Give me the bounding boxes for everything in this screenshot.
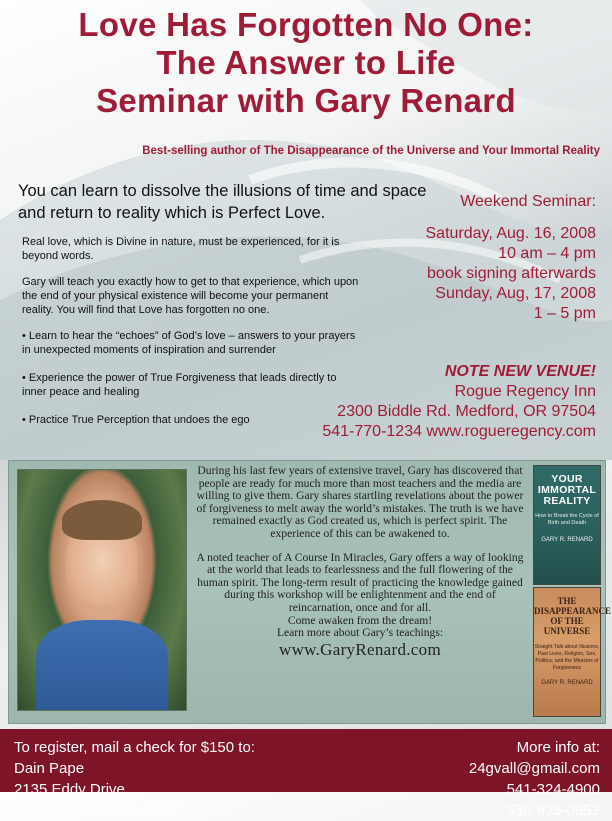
title-line-3: Seminar with Gary Renard	[96, 82, 516, 119]
venue-block	[276, 362, 596, 442]
register-name: Dain Pape	[14, 760, 85, 777]
venue-note: NOTE NEW VENUE!	[444, 363, 596, 380]
website-link[interactable]: www.GaryRenard.com	[279, 639, 441, 659]
author-subtitle: Best-selling author of The Disappearance of the Universe and Your Immortal Reality	[142, 145, 600, 157]
contact-info	[469, 737, 600, 821]
bullet-item: • Experience the power of True Forgiveness that leads directly to inner peace and healing	[22, 372, 337, 398]
flyer-header	[0, 6, 612, 120]
bio-closing: Come awaken from the dream!	[287, 613, 433, 627]
title-line-2: The Answer to Life	[156, 44, 456, 81]
event-schedule	[336, 192, 596, 324]
photo-shirt	[36, 620, 168, 710]
title-line-1: Love Has Forgotten No One:	[78, 6, 534, 43]
book-cover-immortal-reality	[533, 465, 601, 585]
contact-email[interactable]: 24gvall@gmail.com	[468, 760, 600, 777]
bullet-item: • Practice True Perception that undoes the ego	[22, 414, 250, 426]
contact-phone-1: 541-324-4900	[506, 781, 600, 798]
event-signing: book signing afterwards	[427, 265, 596, 282]
venue-name: Rogue Regency Inn	[454, 383, 596, 400]
intro-text: You can learn to dissolve the illusions of time and space and return to reality which is Perfect Love.	[18, 182, 427, 222]
event-day-1: Saturday, Aug. 16, 2008	[425, 225, 596, 242]
book2-subtitle: Straight Talk about Illusions, Past Lives, Religion, Sex, Politics, and the Miracles of Forgiveness	[534, 644, 600, 671]
body-paragraph-2: Gary will teach you exactly how to get to that experience, which upon the end of your physical existence will become your permanent reality. You will find that Love has forgotten no one.	[22, 276, 359, 316]
event-time-2: 1 – 5 pm	[533, 305, 596, 322]
contact-phone-2: 530-925-0952	[506, 802, 600, 819]
event-day-2: Sunday, Aug, 17, 2008	[435, 285, 596, 302]
book-cover-disappearance	[533, 587, 612, 717]
body-paragraph-1: Real love, which is Divine in nature, must be experienced, for it is beyond words.	[22, 236, 340, 262]
bullet-item: • Learn to hear the “echoes” of God’s love – answers to your prayers in unexpected moments of inspiration and surrender	[22, 330, 356, 356]
bio-learn-more: Learn more about Gary’s teachings:	[276, 626, 444, 640]
book1-author: GARY R. RENARD	[541, 537, 593, 543]
registration-info	[14, 737, 255, 821]
bio-panel	[8, 460, 612, 724]
bio-paragraph-2: A noted teacher of A Course In Miracles, Gary offers a way of looking at the world that leads to fearlessness and the full flowering of the human spirit. The long-term result of practicing the knowledge gained during this workshop will be enlightenment and the end of reincarnation, once and for all.	[196, 550, 524, 614]
book1-title: YOUR IMMORTAL REALITY	[537, 473, 597, 507]
event-time-1: 10 am – 4 pm	[498, 245, 596, 262]
venue-contact: 541-770-1234 www.rogueregency.com	[322, 423, 596, 440]
bio-paragraph-1: During his last few years of extensive travel, Gary has discovered that people are ready for much more than most teachers and the media are willing to give them. Gary shares startling revelations about the power of forgiveness to melt away the world’s mistakes. The truth is we have remained exactly as God created us, which is perfect spirit. The experience of this can be awakened to.	[196, 464, 524, 540]
register-city: Mount Shasta, CA 96067	[14, 802, 181, 819]
register-street: 2135 Eddy Drive	[14, 781, 125, 798]
book2-title: THE DISAPPEARANCE OF THE UNIVERSE	[534, 596, 612, 636]
photo-hair	[62, 500, 142, 540]
book2-author: GARY R. RENARD	[541, 680, 593, 686]
info-heading: More info at:	[516, 739, 600, 756]
footer-bar	[0, 729, 612, 819]
register-line: To register, mail a check for $150 to:	[14, 739, 255, 756]
book1-subtitle: How to Break the Cycle of Birth and Death	[535, 513, 599, 526]
bio-text	[191, 465, 529, 660]
event-heading: Weekend Seminar:	[460, 193, 596, 210]
venue-address: 2300 Biddle Rd. Medford, OR 97504	[337, 403, 596, 420]
author-photo	[17, 469, 187, 711]
